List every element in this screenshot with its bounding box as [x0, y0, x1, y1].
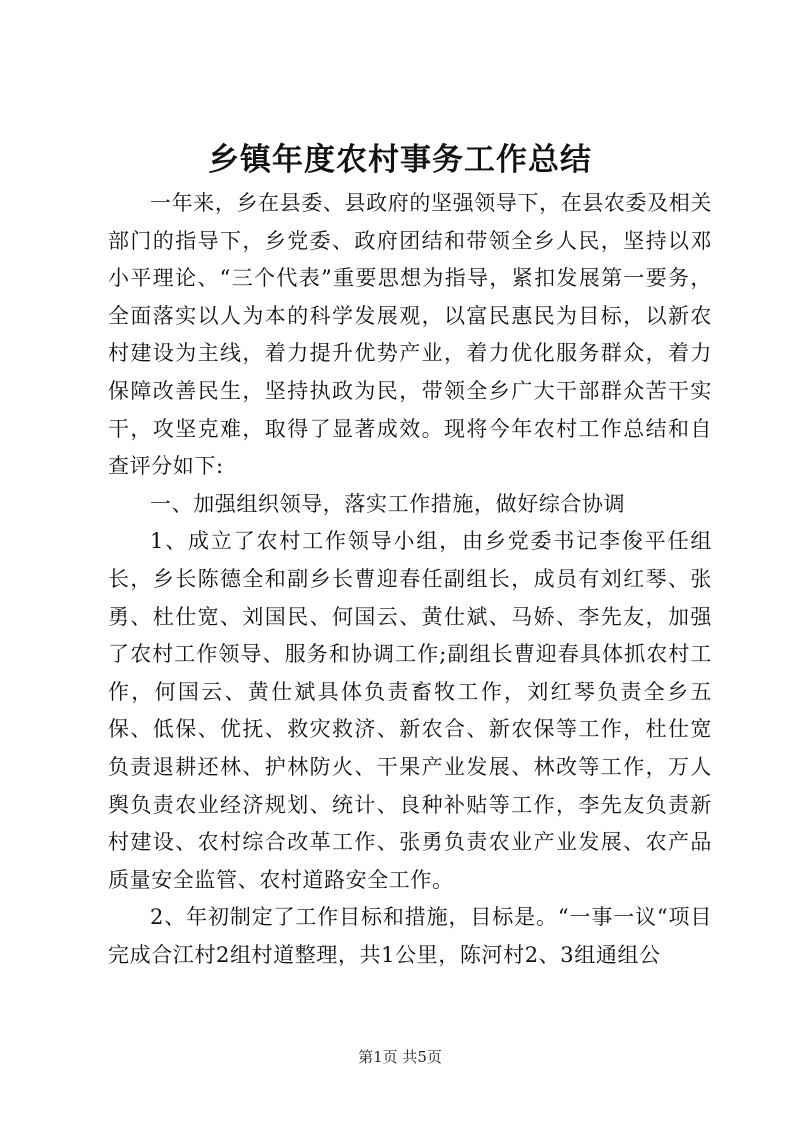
- document-title: 乡镇年度农村事务工作总结: [208, 142, 592, 178]
- document-body: [108, 185, 712, 974]
- paragraph-item-2: 2、年初制定了工作目标和措施，目标是。“一事一议“项目完成合江村2组村道整理，共1公里，陈河村2、3组通组公: [108, 905, 712, 967]
- paragraph-item-1: 1、成立了农村工作领导小组，由乡党委书记李俊平任组长，乡长陈德全和副乡长曹迎春任副组长，成员有刘红琴、张勇、杜仕宽、刘国民、何国云、黄仕斌、马娇、李先友，加强了农村工作领导、服务和协调工作;副组长曹迎春具体抓农村工作，何国云、黄仕斌具体负责畜牧工作，刘红琴负责全乡五保、低保、优抚、救灾救济、新农合、新农保等工作，杜仕宽负责退耕还林、护林防火、干果产业发展、林改等工作，万人舆负责农业经济规划、统计、良种补贴等工作，李先友负责新村建设、农村综合改革工作、张勇负责农业产业发展、农产品质量安全监管、农村道路安全工作。: [108, 529, 712, 892]
- page-number-footer: 第1页 共5页: [358, 1048, 442, 1066]
- section-heading-1: 一、加强组织领导，落实工作措施，做好综合协调: [150, 491, 626, 516]
- paragraph-intro: 一年来，乡在县委、县政府的坚强领导下，在县农委及相关部门的指导下，乡党委、政府团结和带领全乡人民，坚持以邓小平理论、“三个代表”重要思想为指导，紧扣发展第一要务，全面落实以人为本的科学发展观，以富民惠民为目标，以新农村建设为主线，着力提升优势产业，着力优化服务群众，着力保障改善民生，坚持执政为民，带领全乡广大干部群众苦干实干，攻坚克难，取得了显著成效。现将今年农村工作总结和自查评分如下:: [108, 191, 712, 479]
